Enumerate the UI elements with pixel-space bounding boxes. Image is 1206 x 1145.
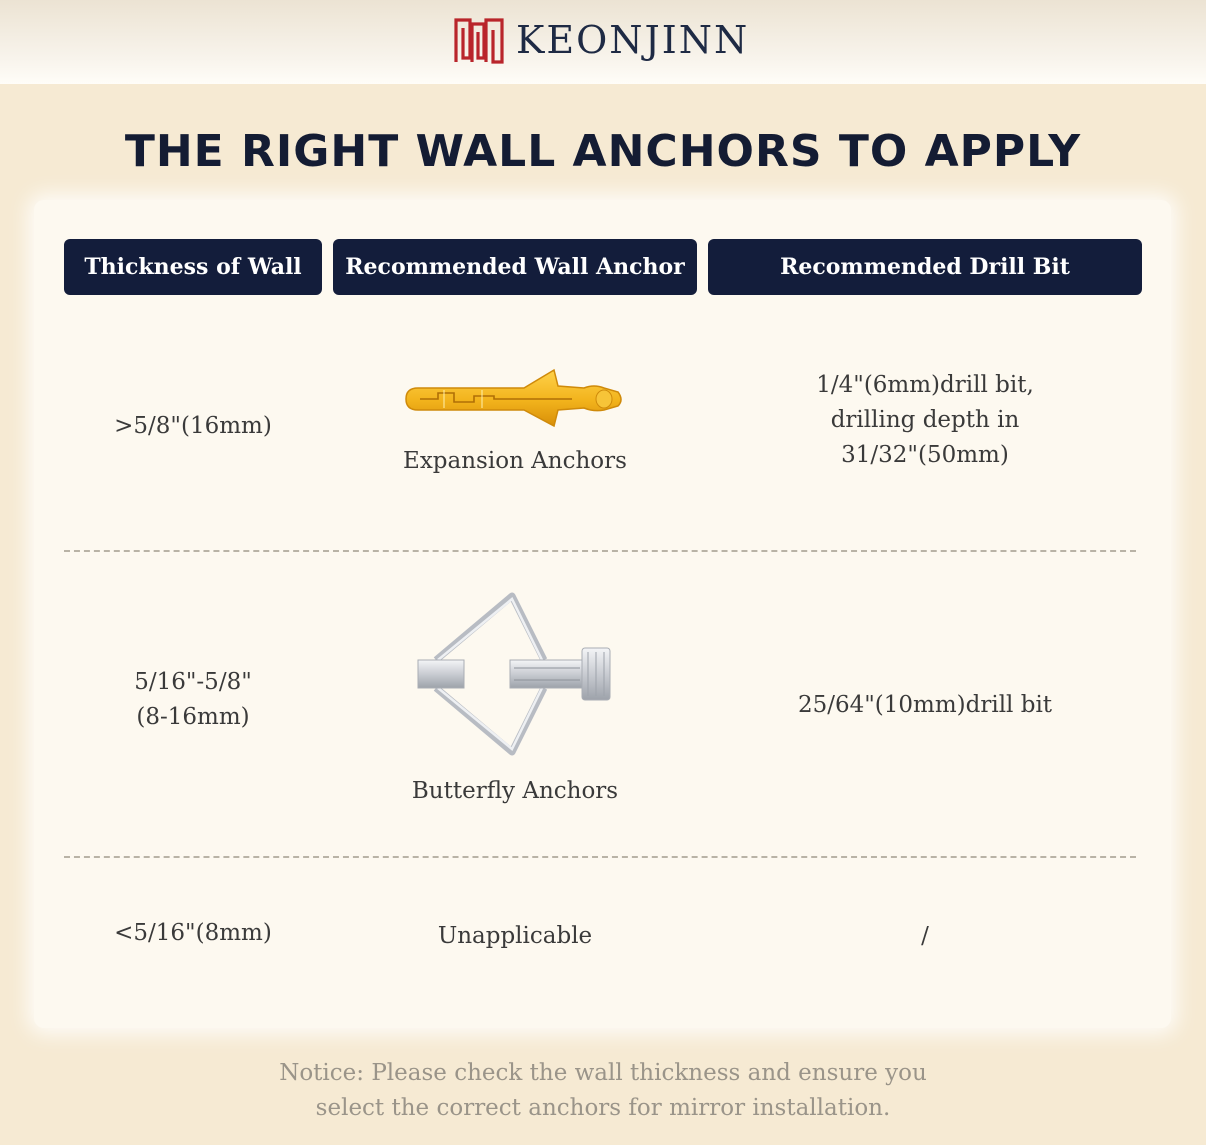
header-thickness: Thickness of Wall	[64, 239, 322, 295]
row1-anchor-label	[333, 444, 697, 479]
brand-name: KEONJINN	[516, 18, 750, 62]
header-drill-bit: Recommended Drill Bit	[708, 239, 1142, 295]
row-divider	[64, 856, 1136, 858]
notice-line2: select the correct anchors for mirror installation.	[315, 1095, 891, 1121]
row3-drill-bit	[708, 919, 1142, 954]
notice-line1: Notice: Please check the wall thickness and ensure you	[279, 1060, 927, 1086]
page-title: THE RIGHT WALL ANCHORS TO APPLY	[124, 126, 1082, 177]
row1-anchor-text: Expansion Anchors	[403, 448, 627, 474]
row3-thickness	[64, 916, 322, 951]
brand-bar	[0, 0, 1206, 84]
row3-thickness-text: <5/16"(8mm)	[114, 920, 272, 946]
row1-drill-line3: 31/32"(50mm)	[841, 442, 1009, 468]
row-divider	[64, 550, 1136, 552]
anchor-table	[34, 200, 1171, 1028]
keonjinn-logo-icon	[452, 14, 508, 66]
row2-thickness-line1: 5/16"-5/8"	[134, 669, 252, 695]
brand-logo	[452, 14, 749, 66]
row3-anchor-text: Unapplicable	[437, 923, 593, 949]
header-anchor: Recommended Wall Anchor	[333, 239, 697, 295]
butterfly-anchor-icon	[414, 588, 616, 760]
expansion-anchor-icon	[404, 366, 628, 430]
row1-thickness	[64, 409, 322, 444]
row3-drill-text: /	[921, 923, 929, 949]
row2-thickness-line2: (8-16mm)	[136, 704, 250, 730]
row2-drill-bit	[708, 688, 1142, 723]
row2-anchor-label	[333, 774, 697, 809]
row2-thickness	[64, 665, 322, 735]
row2-anchor-text: Butterfly Anchors	[411, 778, 619, 804]
row1-thickness-text: >5/8"(16mm)	[114, 413, 272, 439]
notice-text	[0, 1056, 1206, 1126]
row3-anchor-label	[333, 919, 697, 954]
row1-drill-line2: drilling depth in	[830, 407, 1020, 433]
row2-drill-line1: 25/64"(10mm)drill bit	[797, 692, 1053, 718]
row1-drill-line1: 1/4"(6mm)drill bit,	[816, 372, 1034, 398]
row1-drill-bit	[708, 368, 1142, 473]
